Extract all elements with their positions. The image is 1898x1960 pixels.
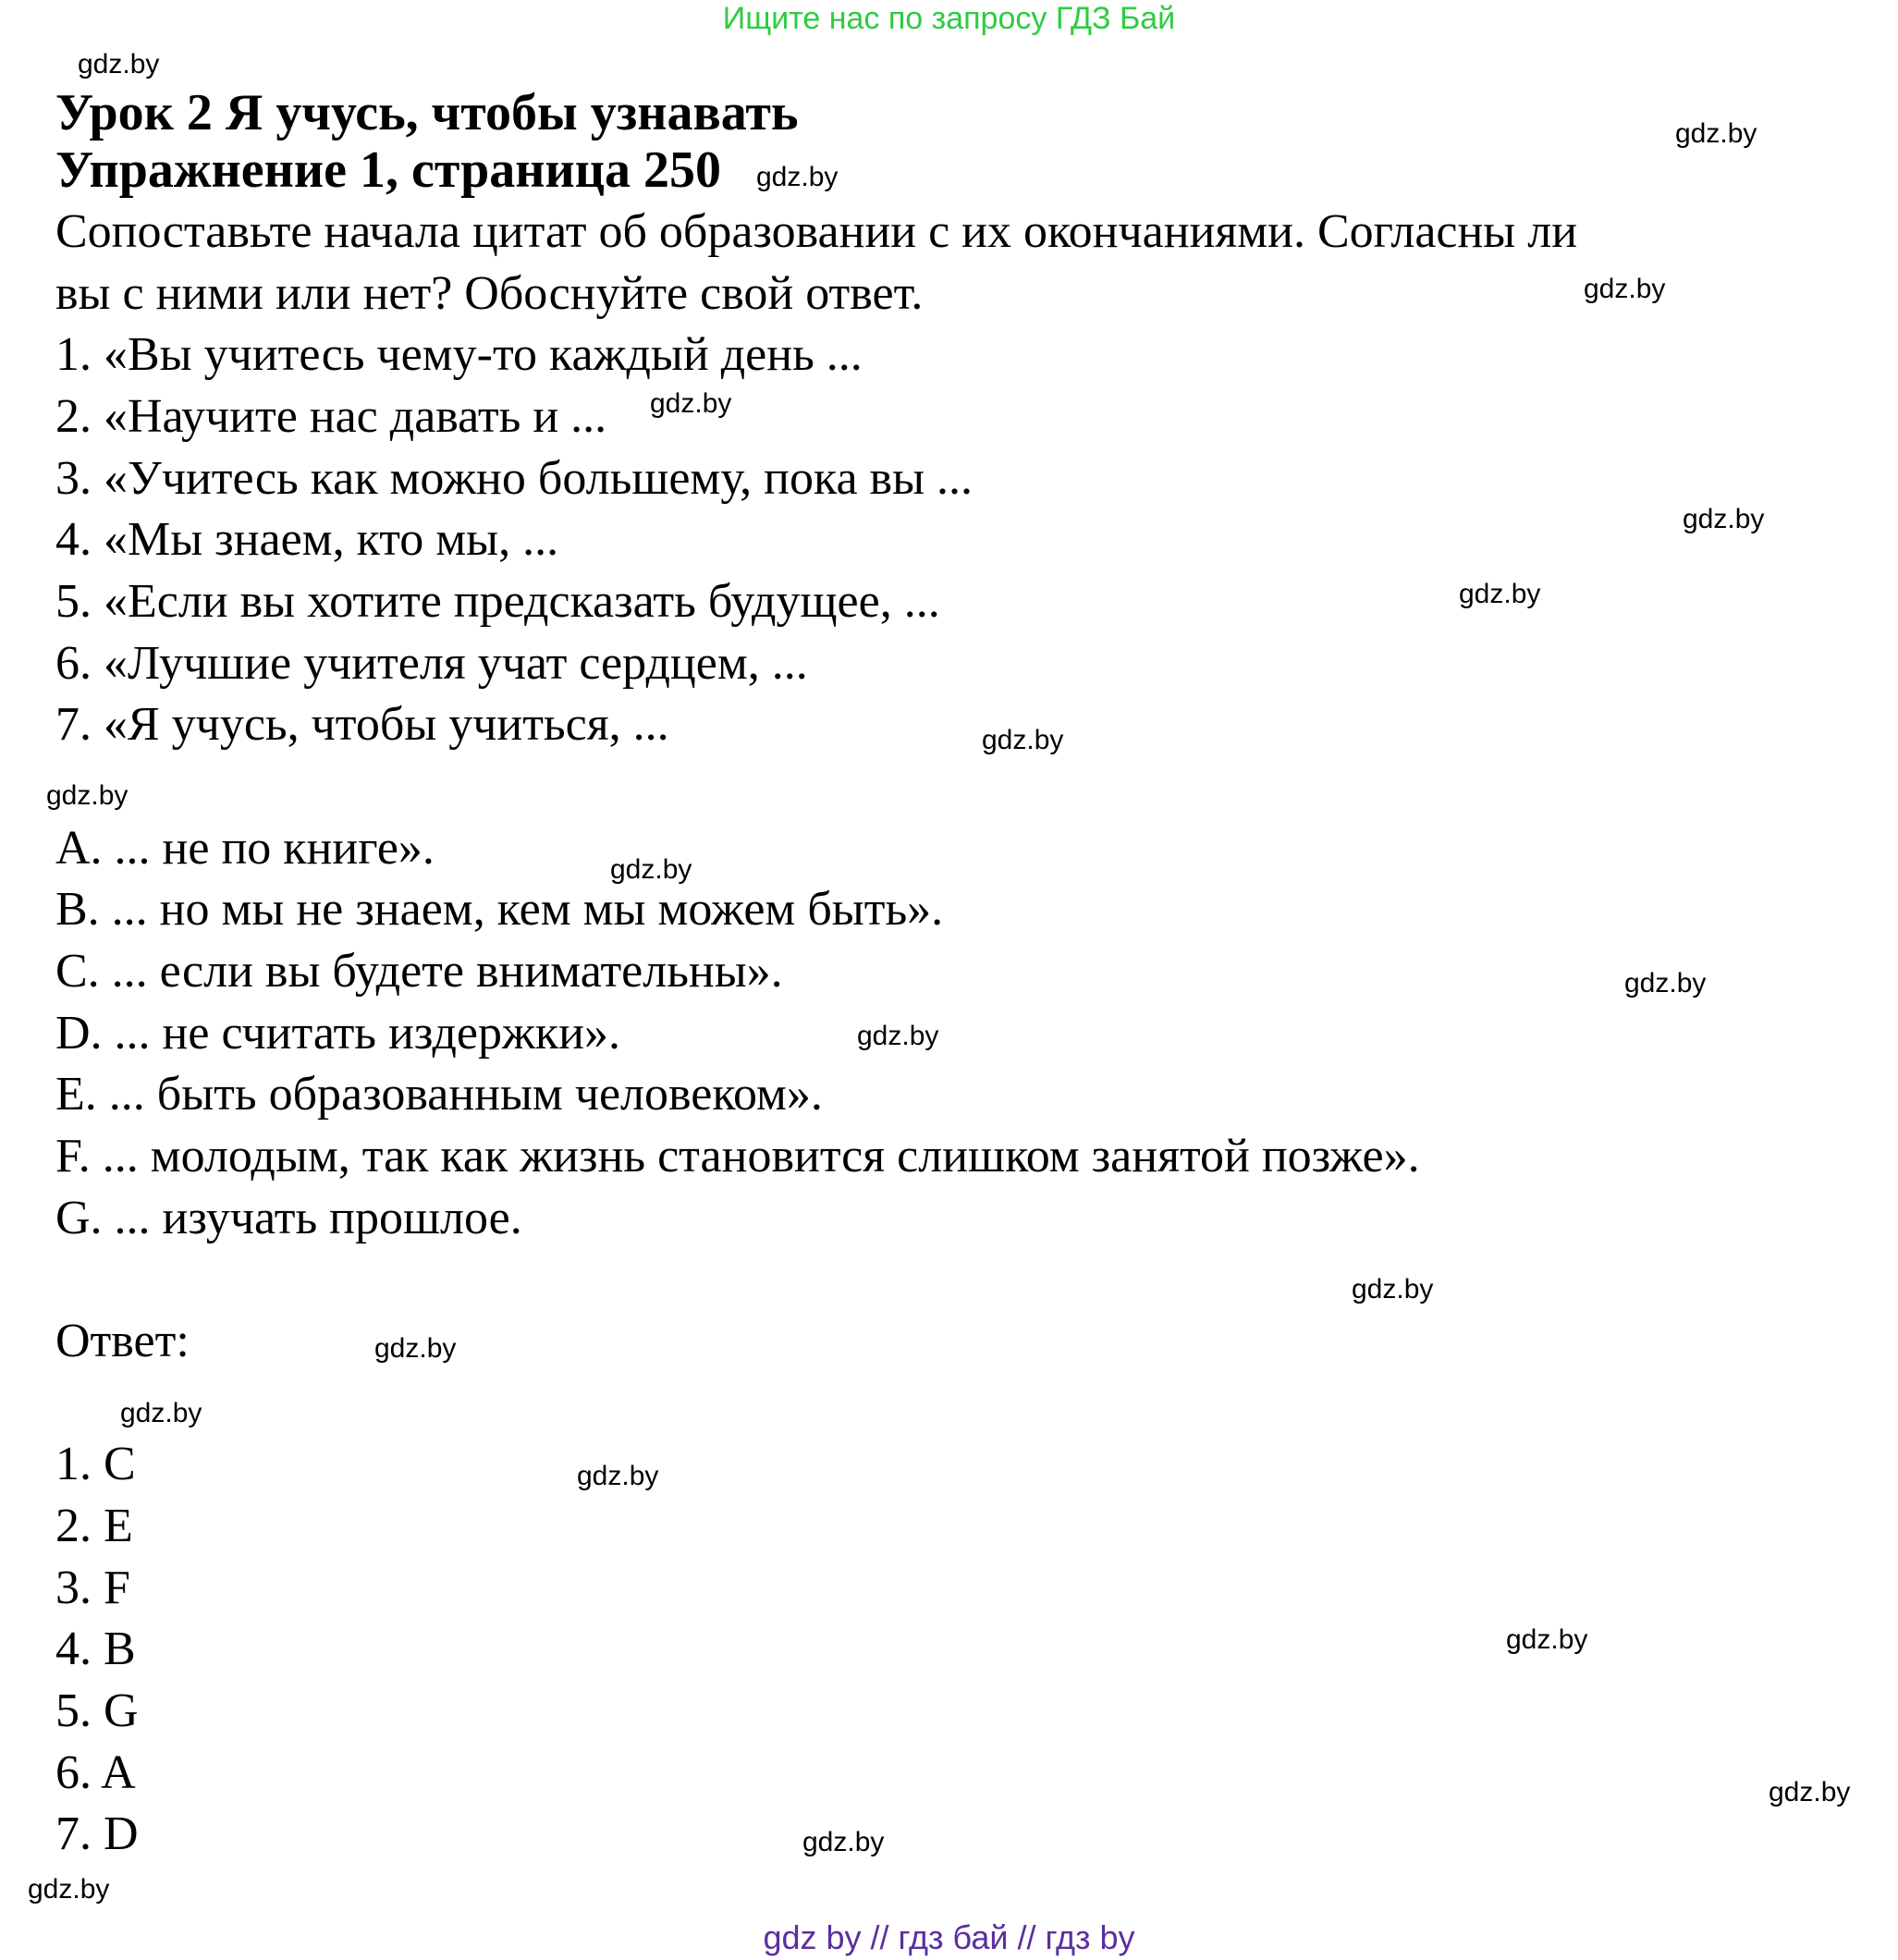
watermark: gdz.by (1459, 579, 1541, 609)
watermark: gdz.by (857, 1021, 939, 1051)
beginning-1: 1. «Вы учитесь чему-то каждый день ... (55, 328, 863, 381)
ending-c: C. ... если вы будете внимательны». (55, 945, 783, 998)
exercise-title: Упражнение 1, страница 250 (55, 141, 722, 199)
ending-d: D. ... не считать издержки». (55, 1007, 620, 1060)
watermark: gdz.by (120, 1398, 202, 1428)
watermark: gdz.by (1675, 118, 1757, 149)
ending-e: E. ... быть образованным человеком». (55, 1068, 823, 1121)
watermark: gdz.by (650, 388, 732, 419)
watermark: gdz.by (46, 780, 129, 811)
footer-links[interactable]: gdz by // гдз бай // гдз by (763, 1918, 1135, 1956)
lesson-title: Урок 2 Я учусь, чтобы узнавать (55, 84, 799, 141)
answer-7: 7. D (55, 1807, 139, 1860)
answer-4: 4. B (55, 1623, 136, 1675)
answer-3: 3. F (55, 1562, 130, 1614)
watermark: gdz.by (1352, 1274, 1434, 1305)
answer-5: 5. G (55, 1684, 139, 1737)
ending-f: F. ... молодым, так как жизнь становится слишком занятой позже». (55, 1130, 1420, 1182)
watermark: gdz.by (374, 1333, 457, 1364)
answer-6: 6. A (55, 1746, 136, 1799)
task-line-1: Сопоставьте начала цитат об образовании с их окончаниями. Согласны ли (55, 205, 1578, 258)
watermark: gdz.by (1506, 1624, 1588, 1655)
search-banner[interactable]: Ищите нас по запросу ГДЗ Бай (722, 1, 1176, 36)
ending-a: A. ... не по книге». (55, 822, 435, 875)
ending-g: G. ... изучать прошлое. (55, 1192, 522, 1244)
ending-b: B. ... но мы не знаем, кем мы можем быть». (55, 883, 944, 936)
watermark: gdz.by (982, 725, 1064, 755)
watermark: gdz.by (756, 162, 839, 192)
beginning-6: 6. «Лучшие учителя учат сердцем, ... (55, 637, 808, 690)
beginning-3: 3. «Учитесь как можно большему, пока вы ... (55, 452, 973, 505)
beginning-5: 5. «Если вы хотите предсказать будущее, ... (55, 575, 940, 628)
watermark: gdz.by (802, 1827, 885, 1857)
watermark: gdz.by (1683, 504, 1765, 534)
answer-2: 2. E (55, 1500, 133, 1552)
watermark: gdz.by (1584, 274, 1666, 304)
beginning-7: 7. «Я учусь, чтобы учиться, ... (55, 698, 669, 751)
watermark: gdz.by (577, 1461, 659, 1491)
watermark: gdz.by (610, 854, 692, 885)
answer-1: 1. C (55, 1438, 136, 1490)
watermark: gdz.by (28, 1874, 110, 1905)
answer-label: Ответ: (55, 1315, 190, 1367)
watermark: gdz.by (78, 49, 160, 80)
task-line-2: вы с ними или нет? Обоснуйте свой ответ. (55, 267, 924, 320)
watermark: gdz.by (1769, 1777, 1851, 1807)
beginning-2: 2. «Научите нас давать и ... (55, 390, 607, 443)
watermark: gdz.by (1624, 968, 1707, 998)
beginning-4: 4. «Мы знаем, кто мы, ... (55, 513, 559, 566)
